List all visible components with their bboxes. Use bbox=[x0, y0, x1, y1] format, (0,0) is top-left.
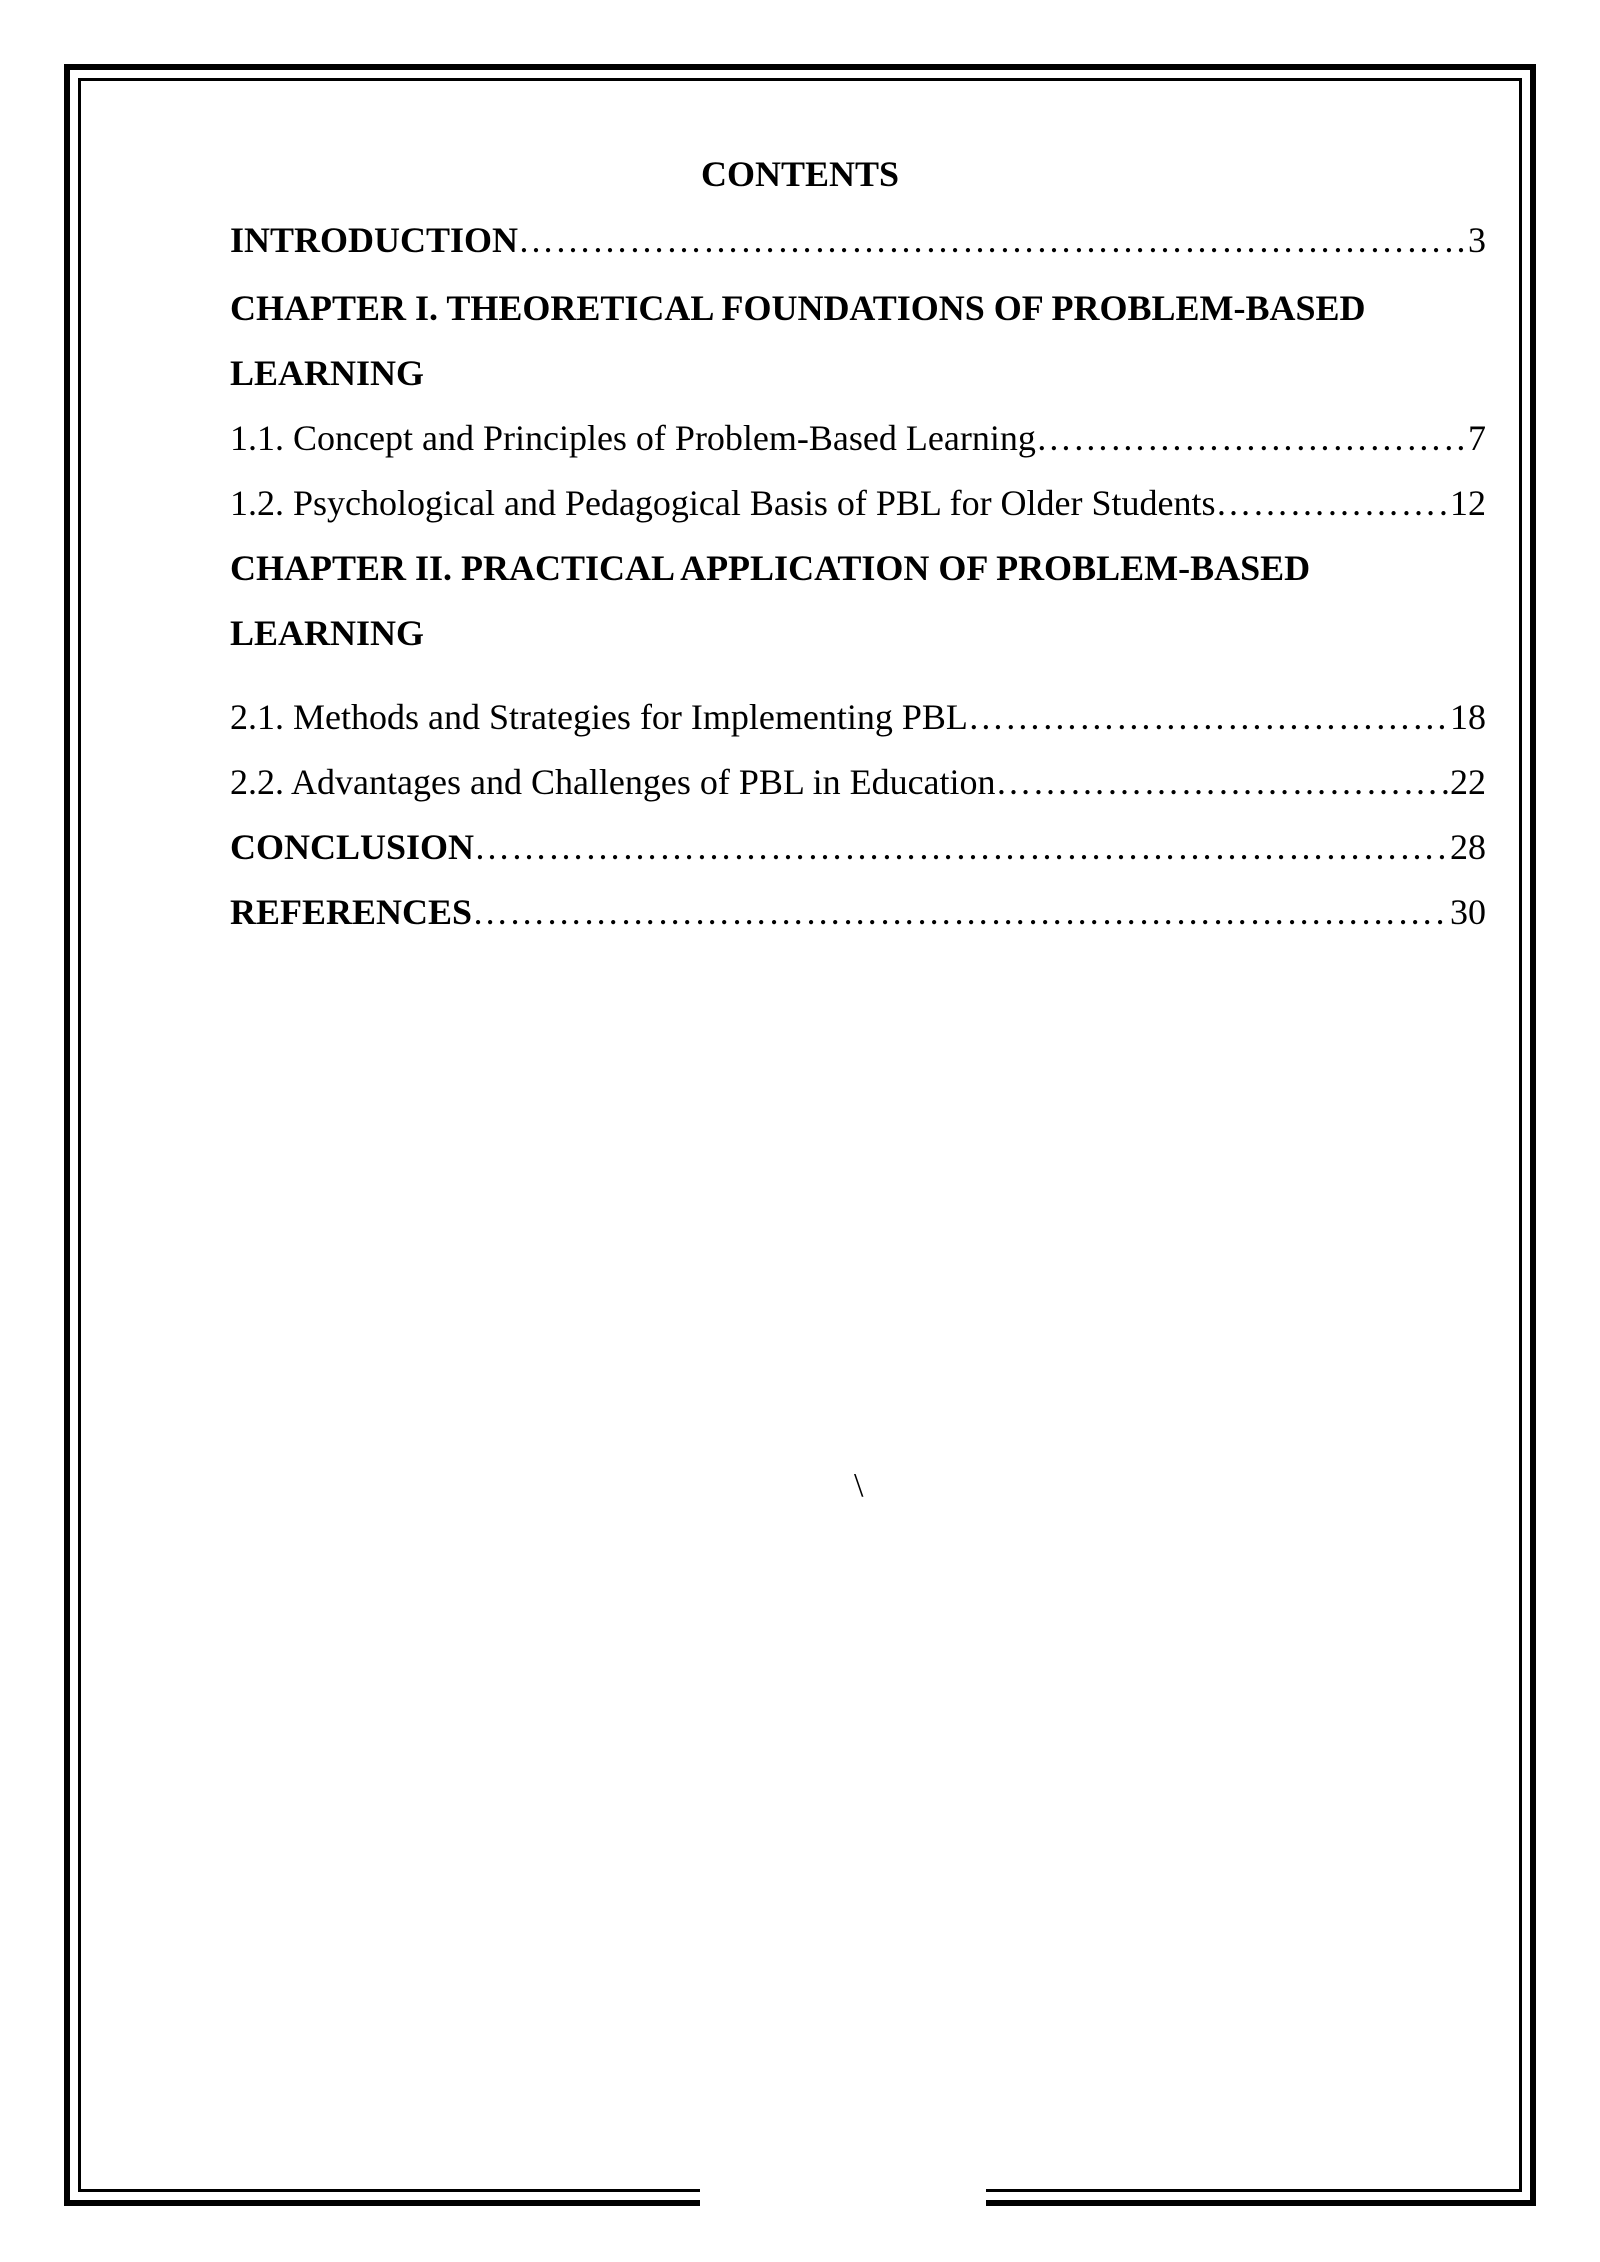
toc-dot-leader bbox=[968, 695, 1450, 739]
toc-page-number: 28 bbox=[1450, 827, 1486, 867]
toc-entry-2-1[interactable] bbox=[230, 695, 1486, 739]
toc-entry-label: 2.2. Advantages and Challenges of PBL in Education bbox=[230, 762, 996, 802]
toc-chapter-1-heading[interactable]: CHAPTER I. THEORETICAL FOUNDATIONS OF PROBLEM-BASED bbox=[230, 288, 1366, 328]
toc-entry-2-2[interactable] bbox=[230, 760, 1486, 804]
toc-entry-conclusion[interactable] bbox=[230, 825, 1486, 869]
toc-dot-leader bbox=[1036, 416, 1468, 460]
toc-entry-label: CONCLUSION bbox=[230, 827, 475, 867]
toc-chapter-2-heading-cont[interactable]: LEARNING bbox=[230, 613, 425, 653]
toc-page-number: 7 bbox=[1468, 418, 1486, 458]
toc-page-number: 3 bbox=[1468, 220, 1486, 260]
toc-dot-leader bbox=[474, 825, 1450, 869]
stray-backslash: \ bbox=[854, 1467, 864, 1504]
toc-entry-1-2[interactable] bbox=[230, 481, 1486, 525]
toc-dot-leader bbox=[518, 218, 1468, 262]
table-of-contents bbox=[230, 218, 1486, 934]
toc-entry-label: 1.2. Psychological and Pedagogical Basis of PBL for Older Students bbox=[230, 483, 1216, 523]
toc-dot-leader bbox=[1216, 481, 1450, 525]
toc-chapter-1-heading-cont[interactable]: LEARNING bbox=[230, 353, 425, 393]
border-gap bbox=[700, 2180, 986, 2220]
toc-entry-introduction[interactable] bbox=[230, 218, 1486, 262]
toc-dot-leader bbox=[996, 760, 1450, 804]
toc-page-number: 12 bbox=[1450, 483, 1486, 523]
toc-page-number: 30 bbox=[1450, 892, 1486, 932]
toc-entry-label: 2.1. Methods and Strategies for Implementing PBL bbox=[230, 697, 968, 737]
toc-entry-references[interactable] bbox=[230, 890, 1486, 934]
toc-entry-1-1[interactable] bbox=[230, 416, 1486, 460]
page-title: CONTENTS bbox=[700, 154, 900, 194]
toc-chapter-2-heading[interactable]: CHAPTER II. PRACTICAL APPLICATION OF PROBLEM-BASED bbox=[230, 548, 1311, 588]
toc-page-number: 22 bbox=[1450, 762, 1486, 802]
toc-entry-label: REFERENCES bbox=[230, 892, 473, 932]
toc-entry-label: 1.1. Concept and Principles of Problem-Based Learning bbox=[230, 418, 1036, 458]
toc-dot-leader bbox=[472, 890, 1450, 934]
toc-entry-label: INTRODUCTION bbox=[230, 220, 519, 260]
toc-page-number: 18 bbox=[1450, 697, 1486, 737]
